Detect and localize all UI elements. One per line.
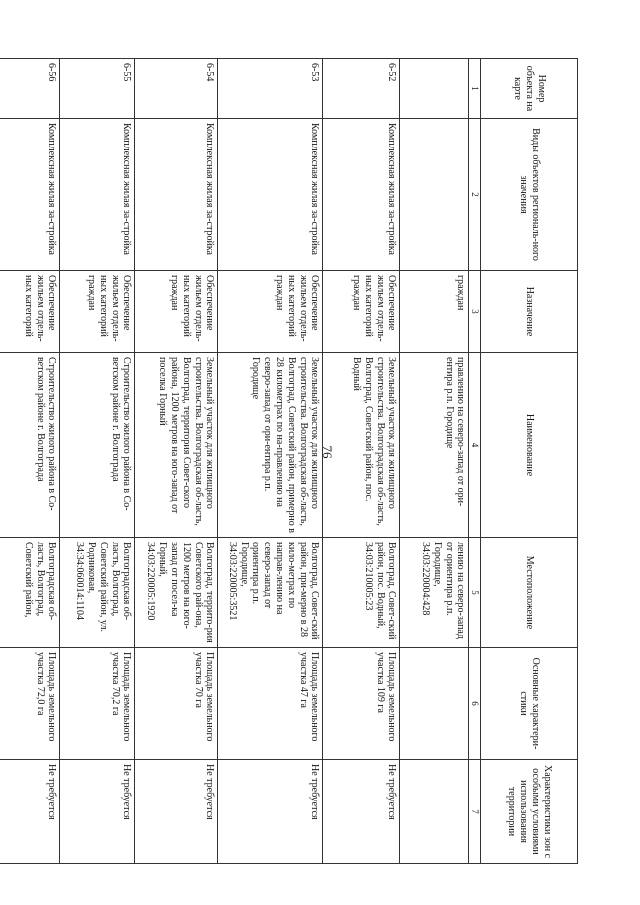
cell-object-type: Комплексная жилая за-стройка — [323, 119, 400, 271]
cell-object-number: 6-56 — [0, 59, 60, 119]
cell-name: Строительство жилого района в Со-ветском районе г. Волгограда — [0, 353, 60, 538]
cell-object-number: 6-55 — [60, 59, 135, 119]
cell-object-type: Комплексная жилая за-стройка — [218, 119, 323, 271]
cell-name: правлению на северо-запад от ори-ентира р.п. Городище — [400, 353, 469, 538]
column-number: 1 — [469, 59, 481, 119]
table-row — [135, 59, 218, 864]
cell-purpose: граждан — [400, 271, 469, 353]
cell-empty — [400, 648, 469, 760]
cell-characteristics: Площадь земельного участка 72,0 га — [0, 648, 60, 760]
cell-zones: Не требуется — [60, 760, 135, 864]
cell-object-type: Комплексная жилая за-стройка — [60, 119, 135, 271]
cell-purpose: Обеспечение жильем отдель-ных категорий граждан — [218, 271, 323, 353]
cell-zones: Не требуется — [0, 760, 60, 864]
cell-location: Волгоградская об-ласть, Волгоград, Советский район, ул. Родниковая, 34:34:060014:1104 — [60, 538, 135, 648]
column-number: 3 — [469, 271, 481, 353]
header-zones: Характеристики зон с особыми условиями использования территории — [481, 760, 578, 864]
cell-purpose: Обеспечение жильем отдель-ных категорий — [0, 271, 60, 353]
cell-characteristics: Площадь земельного участка 47 га — [218, 648, 323, 760]
cell-location: Волгоград, Совет-ский район, пос. Водный, 34:03:210005:23 — [323, 538, 400, 648]
table-row — [323, 59, 400, 864]
cell-location: Волгоградская об-ласть, Волгоград, Советский район, — [0, 538, 60, 648]
rotated-table-container — [22, 58, 578, 863]
cell-name: Строительство жилого района в Со-ветском районе г. Волгограда — [60, 353, 135, 538]
cell-location: Волгоград, террито-рия Советского рай-она, 1200 метров на юго-запад от посел-ка Горный, 34:03:220005:1920 — [135, 538, 218, 648]
table-row — [60, 59, 135, 864]
cell-zones: Не требуется — [323, 760, 400, 864]
column-number: 6 — [469, 648, 481, 760]
cell-characteristics: Площадь земельного участка 109 га — [323, 648, 400, 760]
cell-location: Волгоград, Совет-ский район, при-мерно в 28 кило-метрах по направ-лению на северо-запад от ориентира р.п. Городище, 34:03:220005:3521 — [218, 538, 323, 648]
cell-purpose: Обеспечение жильем отдель-ных категорий граждан — [60, 271, 135, 353]
column-number: 2 — [469, 119, 481, 271]
header-row — [481, 59, 578, 864]
column-number: 7 — [469, 760, 481, 864]
header-characteristics: Основные характери-стики — [481, 648, 578, 760]
objects-table — [0, 58, 578, 864]
cell-object-type: Комплексная жилая за-стройка — [0, 119, 60, 271]
cell-location: лению на северо-запад от ориентира р.п. Городище, 34:03:220004:428 — [400, 538, 469, 648]
cell-name: Земельный участок для жилищного строительства. Волгоградская об-ласть, Волгоград, Советский район, примерно в 28 километрах по на-правлению на северо-запад от ори-ентира р.п. Городище — [218, 353, 323, 538]
cell-characteristics: Площадь земельного участка 70 га — [135, 648, 218, 760]
column-number: 4 — [469, 353, 481, 538]
column-number: 5 — [469, 538, 481, 648]
header-name: Наименование — [481, 353, 578, 538]
column-numbers-row — [469, 59, 481, 864]
cell-purpose: Обеспечение жильем отдель-ных категорий граждан — [323, 271, 400, 353]
cell-purpose: Обеспечение жильем отдель-ных категорий граждан — [135, 271, 218, 353]
continuation-row — [400, 59, 469, 864]
table-row — [0, 59, 60, 864]
cell-empty — [400, 119, 469, 271]
cell-name: Земельный участок для жилищного строительства. Волгоградская об-ласть, Волгоград, территория Совет-ского района, 1200 метров на юго-запад от поселка Горный — [135, 353, 218, 538]
cell-empty — [400, 760, 469, 864]
header-object-type: Виды объектов региональ-ного значения — [481, 119, 578, 271]
cell-object-number: 6-54 — [135, 59, 218, 119]
header-location: Местоположение — [481, 538, 578, 648]
cell-empty — [400, 59, 469, 119]
page-number: 76 — [320, 445, 335, 459]
cell-object-type: Комплексная жилая за-стройка — [135, 119, 218, 271]
cell-object-number: 6-53 — [218, 59, 323, 119]
cell-name: Земельный участок для жилищного строительства. Волгоградская об-ласть, Волгоград, Советский район, пос. Водный — [323, 353, 400, 538]
cell-object-number: 6-52 — [323, 59, 400, 119]
header-purpose: Назначение — [481, 271, 578, 353]
table-row — [218, 59, 323, 864]
cell-zones: Не требуется — [135, 760, 218, 864]
cell-zones: Не требуется — [218, 760, 323, 864]
cell-characteristics: Площадь земельного участка 70,2 га — [60, 648, 135, 760]
header-object-number: Номер объекта на карте — [481, 59, 578, 119]
